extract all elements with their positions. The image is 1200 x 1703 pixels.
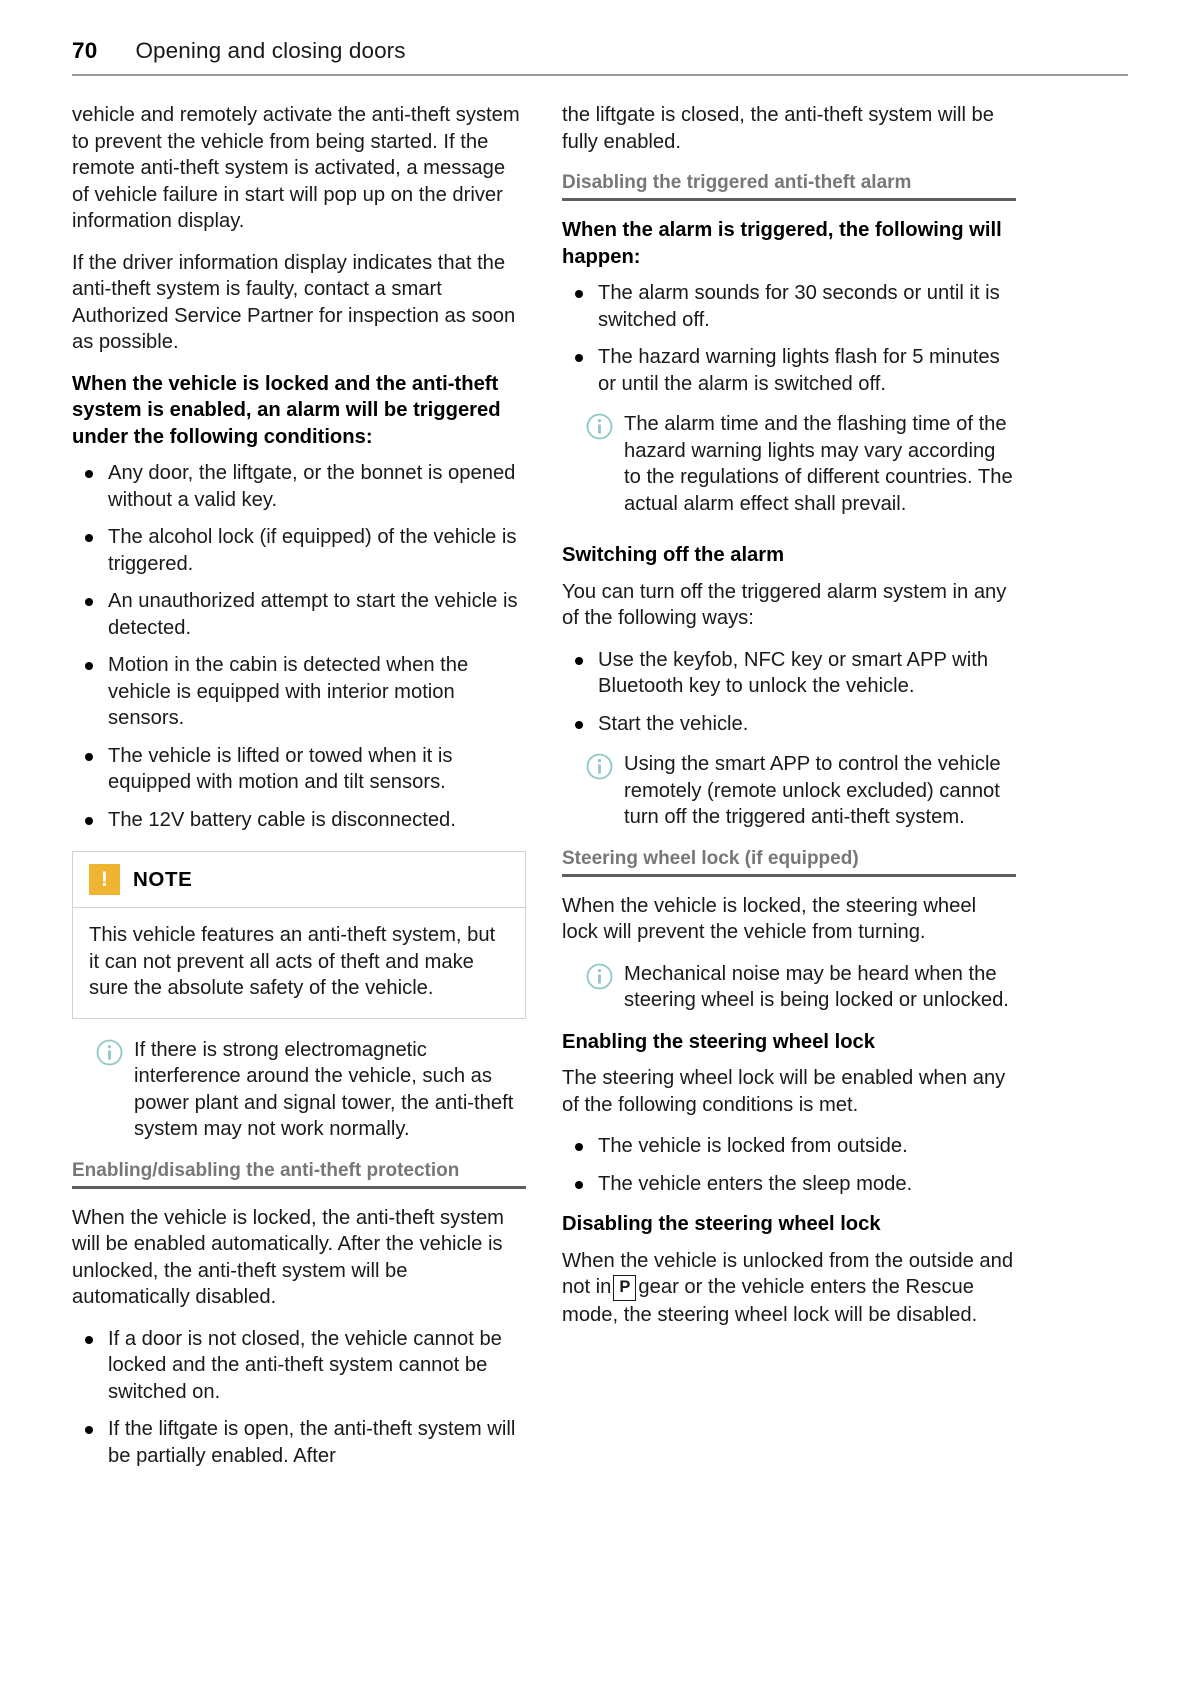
list-item: Start the vehicle. (562, 711, 1016, 738)
section-heading: Disabling the triggered anti-theft alarm (562, 172, 912, 193)
info-callout (72, 1037, 526, 1143)
info-callout (562, 751, 1016, 831)
warning-exclamation-icon: ! (89, 864, 120, 895)
paragraph: vehicle and remotely activate the anti-theft system to prevent the vehicle from being started. If the remote anti-theft system is activated, a message of vehicle failure in start will pop up on the driver information display. (72, 104, 520, 232)
info-callout-text: Mechanical noise may be heard when the steering wheel is being locked or unlocked. (624, 962, 1009, 1011)
note-box (72, 851, 526, 1019)
park-gear-symbol: P (613, 1275, 636, 1301)
list-item: Any door, the liftgate, or the bonnet is opened without a valid key. (72, 460, 526, 513)
info-circle-icon (586, 413, 613, 440)
list-item: If the liftgate is open, the anti-theft system will be partially enabled. After (72, 1416, 526, 1469)
list-item: Motion in the cabin is detected when the vehicle is equipped with interior motion sensors. (72, 652, 526, 732)
list-item: Use the keyfob, NFC key or smart APP with Bluetooth key to unlock the vehicle. (562, 647, 1016, 700)
paragraph: You can turn off the triggered alarm system in any of the following ways: (562, 580, 1007, 629)
paragraph-text-part-1: When the vehicle is unlocked from the outside and not in (562, 1249, 1014, 1298)
info-circle-icon (96, 1039, 123, 1066)
list-item: The 12V battery cable is disconnected. (72, 807, 526, 834)
info-callout-text: Using the smart APP to control the vehicle remotely (remote unlock excluded) cannot turn off the triggered anti-theft system. (624, 753, 1001, 828)
paragraph: The steering wheel lock will be enabled when any of the following conditions is met. (562, 1067, 1006, 1116)
info-circle-icon (586, 963, 613, 990)
info-callout-text: The alarm time and the flashing time of the hazard warning lights may vary according to the regulations of different countries. The actual alarm effect shall prevail. (624, 413, 1013, 515)
section-heading: Enabling/disabling the anti-theft protection (72, 1159, 460, 1181)
info-callout (562, 411, 1016, 517)
note-box-header (73, 852, 525, 908)
paragraph: If the driver information display indicates that the anti-theft system is faulty, contact a smart Authorized Service Partner for inspection as soon as possible. (72, 251, 516, 353)
section-heading-rule (562, 198, 1016, 201)
list-item: The vehicle is locked from outside. (562, 1133, 1016, 1160)
subheading: When the alarm is triggered, the following will happen: (562, 219, 1002, 268)
page-number: 70 (72, 38, 98, 63)
paragraph-text-part-2: gear or the vehicle enters the Rescue mode, the steering wheel lock will be disabled. (562, 1276, 978, 1326)
list-item: If a door is not closed, the vehicle cannot be locked and the anti-theft system cannot be switched on. (72, 1326, 526, 1406)
bullet-list (562, 280, 1016, 397)
list-item: The hazard warning lights flash for 5 minutes or until the alarm is switched off. (562, 344, 1016, 397)
page-title: Opening and closing doors (135, 38, 406, 63)
page-columns (72, 102, 1128, 1483)
spacer (562, 532, 1016, 542)
section-heading-rule (562, 874, 1016, 877)
list-item: The alcohol lock (if equipped) of the vehicle is triggered. (72, 524, 526, 577)
subheading: Switching off the alarm (562, 544, 785, 566)
right-column (562, 102, 1016, 1328)
note-box-label: NOTE (133, 867, 193, 891)
header-divider (72, 74, 1128, 76)
list-item: The vehicle enters the sleep mode. (562, 1171, 1016, 1198)
paragraph: When the vehicle is locked, the steering wheel lock will prevent the vehicle from turning. (562, 894, 977, 943)
page-header (72, 38, 1128, 74)
bullet-list (562, 647, 1016, 738)
subheading: When the vehicle is locked and the anti-theft system is enabled, an alarm will be triggered under the following conditions: (72, 372, 501, 448)
subheading: Disabling the steering wheel lock (562, 1213, 881, 1235)
list-item: The vehicle is lifted or towed when it is equipped with motion and tilt sensors. (72, 743, 526, 796)
subheading: Enabling the steering wheel lock (562, 1030, 875, 1053)
info-callout-text: If there is strong electromagnetic interference around the vehicle, such as power plant and signal tower, the anti-theft system may not work normally. (134, 1038, 514, 1140)
section-heading: Steering wheel lock (if equipped) (562, 847, 859, 869)
list-item: An unauthorized attempt to start the vehicle is detected. (72, 588, 526, 641)
info-circle-icon (586, 753, 613, 780)
paragraph: the liftgate is closed, the anti-theft system will be fully enabled. (562, 104, 994, 153)
bullet-list (562, 1133, 1016, 1197)
info-callout (562, 961, 1016, 1014)
list-item: The alarm sounds for 30 seconds or until it is switched off. (562, 280, 1016, 333)
left-column (72, 102, 526, 1483)
section-heading-rule (72, 1186, 526, 1189)
paragraph: When the vehicle is locked, the anti-theft system will be enabled automatically. After the vehicle is unlocked, the anti-theft system will be automatically disabled. (72, 1206, 504, 1308)
note-box-text: This vehicle features an anti-theft system, but it can not prevent all acts of theft and make sure the absolute safety of the vehicle. (89, 924, 496, 999)
bullet-list (72, 1326, 526, 1470)
bullet-list (72, 460, 526, 833)
paragraph (562, 1248, 1016, 1329)
